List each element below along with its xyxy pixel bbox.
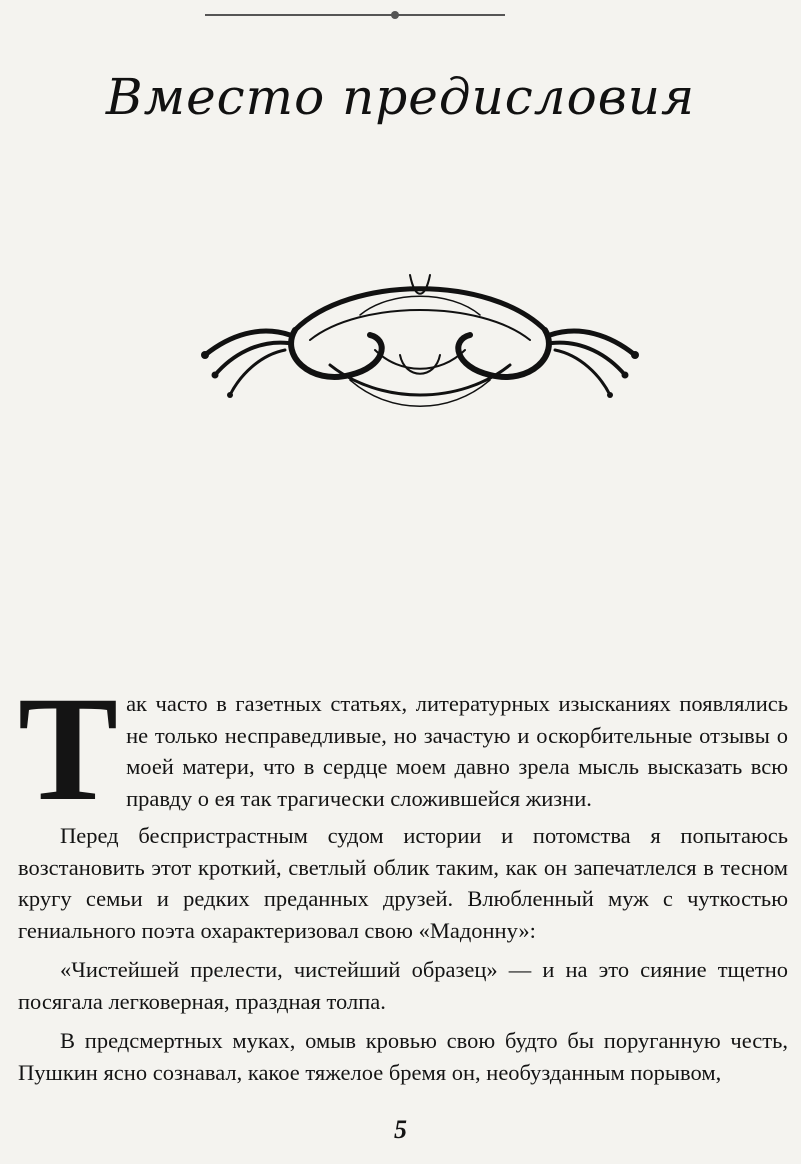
top-rule-decoration — [205, 10, 505, 20]
flourish-ornament-icon — [200, 255, 640, 425]
bleed-through-text — [18, 440, 788, 473]
paragraph-4: В предсмертных муках, омыв кровью свою будто бы поруганную честь, Пушкин ясно сознавал, какое тяжелое бремя он, необузданным порывом, — [18, 1028, 788, 1085]
body-text — [18, 666, 788, 1088]
paragraph-2: Перед беспристрастным судом истории и потомства я попытаюсь возстановить этот кроткий, светлый облик таким, как он запечатлелся в тесном кругу семьи и редких преданных друзей. Влюбленный муж с чуткостью гениального поэта охарактеризовал свою «Мадонну»: — [18, 823, 788, 943]
paragraph-3: «Чистейшей прелести, чистейший образец» — и на это сияние тщетно посягала легковерная, праздная толпа. — [18, 957, 788, 1014]
paragraph-1: ак часто в газетных статьях, литературных изысканиях появлялись не только несправедливые, но зачастую и оскорбительные отзывы о моей матери, что в сердце моем давно зрела мысль высказать всю правду о ея так трагически сложившейся жизни. — [126, 691, 788, 811]
chapter-title: Вместо предисловия — [105, 68, 696, 126]
drop-cap: Т — [18, 666, 119, 832]
page-number: 5 — [394, 1115, 407, 1144]
